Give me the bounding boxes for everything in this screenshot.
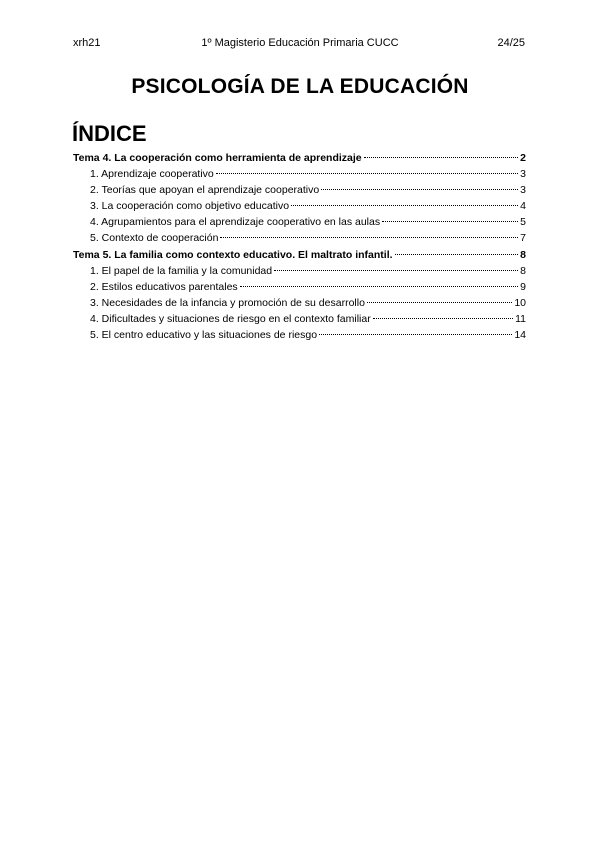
toc-entry-label: 1. El papel de la familia y la comunidad: [90, 264, 273, 277]
toc-entry-page: 8: [520, 248, 526, 261]
toc-entry-tema-5[interactable]: [73, 247, 526, 263]
toc-entry-5-3[interactable]: [73, 295, 526, 311]
toc-dot-leader: [240, 286, 518, 287]
table-of-contents: [73, 150, 526, 343]
toc-entry-page: 3: [520, 184, 526, 197]
toc-dot-leader: [274, 270, 518, 271]
toc-dot-leader: [364, 157, 519, 158]
page-header: [73, 36, 527, 50]
toc-dot-leader: [382, 221, 518, 222]
toc-entry-page: 7: [520, 232, 526, 245]
toc-entry-label: Tema 5. La familia como contexto educativo. El maltrato infantil.: [73, 248, 393, 261]
toc-dot-leader: [373, 318, 513, 319]
toc-entry-5-5[interactable]: [73, 327, 526, 343]
header-author: xrh21: [73, 37, 101, 49]
toc-entry-page: 14: [514, 329, 526, 342]
toc-entry-5-2[interactable]: [73, 279, 526, 295]
toc-entry-4-3[interactable]: [73, 198, 526, 214]
toc-dot-leader: [291, 205, 518, 206]
toc-entry-4-4[interactable]: [73, 214, 526, 230]
toc-entry-page: 10: [514, 296, 526, 309]
toc-entry-label: 2. Teorías que apoyan el aprendizaje cooperativo: [90, 184, 320, 197]
toc-entry-label: 5. El centro educativo y las situaciones de riesgo: [90, 329, 318, 342]
toc-dot-leader: [216, 173, 518, 174]
toc-entry-label: 3. Necesidades de la infancia y promoción de su desarrollo: [90, 296, 365, 309]
toc-entry-label: 5. Contexto de cooperación: [90, 232, 219, 245]
toc-heading: ÍNDICE: [72, 121, 147, 146]
toc-dot-leader: [321, 189, 518, 190]
toc-entry-4-1[interactable]: [73, 166, 526, 182]
toc-entry-page: 11: [515, 312, 526, 325]
toc-entry-page: 8: [520, 264, 526, 277]
toc-entry-label: Tema 4. La cooperación como herramienta de aprendizaje: [73, 152, 362, 164]
toc-entry-page: 4: [520, 200, 526, 213]
toc-entry-4-2[interactable]: [73, 182, 526, 198]
toc-dot-leader: [367, 302, 512, 303]
toc-entry-label: 2. Estilos educativos parentales: [90, 280, 238, 293]
toc-entry-page: 2: [520, 152, 526, 164]
document-title: PSICOLOGÍA DE LA EDUCACIÓN: [131, 75, 469, 98]
toc-entry-label: 3. La cooperación como objetivo educativo: [90, 200, 290, 213]
toc-entry-5-4[interactable]: [73, 311, 526, 327]
toc-entry-label: 4. Dificultades y situaciones de riesgo en el contexto familiar: [90, 312, 371, 325]
toc-dot-leader: [395, 254, 519, 255]
toc-entry-page: 9: [520, 280, 526, 293]
header-course: 1º Magisterio Educación Primaria CUCC: [201, 37, 399, 49]
toc-dot-leader: [220, 237, 518, 238]
header-year: 24/25: [497, 37, 525, 49]
toc-entry-5-1[interactable]: [73, 263, 526, 279]
toc-entry-label: 1. Aprendizaje cooperativo: [90, 168, 214, 181]
toc-entry-4-5[interactable]: [73, 230, 526, 246]
toc-entry-page: 3: [520, 168, 526, 181]
toc-entry-label: 4. Agrupamientos para el aprendizaje cooperativo en las aulas: [90, 216, 381, 229]
toc-dot-leader: [319, 334, 512, 335]
toc-entry-page: 5: [520, 216, 526, 229]
toc-entry-tema-4[interactable]: [73, 150, 526, 166]
